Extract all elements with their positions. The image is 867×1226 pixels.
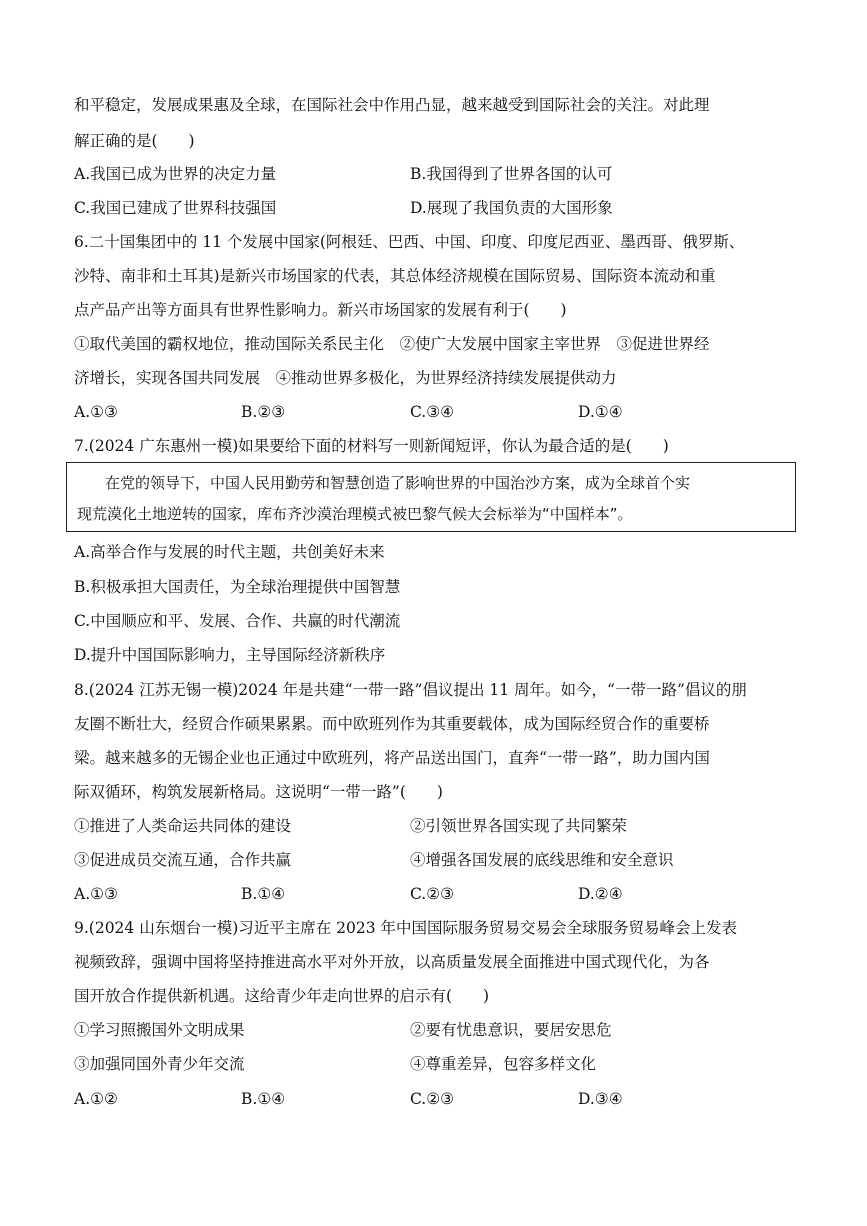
q6-option-c: C.③④ [410, 403, 455, 421]
q9-option-c: C.②③ [410, 1090, 455, 1108]
q8-item-2: ②引领世界各国实现了共同繁荣 [410, 817, 628, 835]
q9-item-4: ④尊重差异，包容多样文化 [410, 1055, 597, 1073]
q5-option-d: D.展现了我国负责的大国形象 [410, 199, 613, 217]
q6-stem-line-3: 点产品产出等方面具有世界性影响力。新兴市场国家的发展有利于( ) [74, 301, 567, 319]
q7-material-box [66, 462, 796, 532]
q6-items-line-2: 济增长，实现各国共同发展 ④推动世界多极化，为世界经济持续发展提供动力 [74, 369, 617, 387]
q8-stem-line-2: 友圈不断壮大，经贸合作硕果累累。而中欧班列作为其重要载体，成为国际经贸合作的重要桥 [74, 715, 710, 733]
q9-option-b: B.①④ [241, 1090, 286, 1108]
q8-option-b: B.①④ [241, 885, 286, 903]
q8-option-c: C.②③ [410, 885, 455, 903]
q8-stem-line-1: 8.(2024 江苏无锡一模)2024 年是共建“一带一路”倡议提出 11 周年。如今，“一带一路”倡议的朋 [74, 681, 747, 699]
q9-stem-line-2: 视频致辞，强调中国将坚持推进高水平对外开放，以高质量发展全面推进中国式现代化，为各 [74, 953, 710, 971]
q9-option-d: D.③④ [578, 1090, 623, 1108]
q8-option-a: A.①③ [74, 885, 118, 903]
q7-material-line-1: 在党的领导下，中国人民用勤劳和智慧创造了影响世界的中国治沙方案，成为全球首个实 [105, 474, 691, 492]
q9-item-1: ①学习照搬国外文明成果 [74, 1021, 245, 1039]
q6-option-d: D.①④ [578, 403, 623, 421]
q6-stem-line-2: 沙特、南非和土耳其)是新兴市场国家的代表，其总体经济规模在国际贸易、国际资本流动和重 [74, 267, 716, 285]
q7-option-d: D.提升中国国际影响力，主导国际经济新秩序 [74, 646, 386, 664]
q5-stem-line-1: 和平稳定，发展成果惠及全球，在国际社会中作用凸显，越来越受到国际社会的关注。对此理 [74, 96, 710, 114]
q6-option-b: B.②③ [241, 403, 286, 421]
q6-items-line-1: ①取代美国的霸权地位，推动国际关系民主化 ②使广大发展中国家主宰世界 ③促进世界经 [74, 335, 710, 353]
q9-stem-line-3: 国开放合作提供新机遇。这给青少年走向世界的启示有( ) [74, 987, 490, 1005]
q5-option-a: A.我国已成为世界的决定力量 [74, 165, 277, 183]
q8-item-4: ④增强各国发展的底线思维和安全意识 [410, 851, 674, 869]
q5-option-c: C.我国已建成了世界科技强国 [74, 199, 277, 217]
q9-item-3: ③加强同国外青少年交流 [74, 1055, 245, 1073]
q6-option-a: A.①③ [74, 403, 118, 421]
q9-stem-line-1: 9.(2024 山东烟台一模)习近平主席在 2023 年中国国际服务贸易交易会全球服务贸易峰会上发表 [74, 919, 738, 937]
q7-option-c: C.中国顺应和平、发展、合作、共赢的时代潮流 [74, 612, 401, 630]
q5-option-b: B.我国得到了世界各国的认可 [410, 165, 613, 183]
q8-option-d: D.②④ [578, 885, 623, 903]
q5-stem-line-2: 解正确的是( ) [74, 132, 195, 150]
q8-stem-line-3: 梁。越来越多的无锡企业也正通过中欧班列，将产品送出国门，直奔“一带一路”，助力国内国 [74, 749, 710, 767]
q8-item-3: ③促进成员交流互通，合作共赢 [74, 851, 292, 869]
q6-stem-line-1: 6.二十国集团中的 11 个发展中国家(阿根廷、巴西、中国、印度、印度尼西亚、墨西哥、俄罗斯、 [74, 233, 745, 251]
q7-option-a: A.高举合作与发展的时代主题，共创美好未来 [74, 543, 385, 561]
q7-material-line-2: 现荒漠化土地逆转的国家，库布齐沙漠治理模式被巴黎气候大会标举为“中国样本”。 [77, 505, 633, 523]
q9-item-2: ②要有忧患意识，要居安思危 [410, 1021, 612, 1039]
q9-option-a: A.①② [74, 1090, 118, 1108]
q8-item-1: ①推进了人类命运共同体的建设 [74, 817, 292, 835]
q7-option-b: B.积极承担大国责任，为全球治理提供中国智慧 [74, 578, 401, 596]
q8-stem-line-4: 际双循环，构筑发展新格局。这说明“一带一路”( ) [74, 783, 443, 801]
q7-stem-line-1: 7.(2024 广东惠州一模)如果要给下面的材料写一则新闻短评，你认为最合适的是( ) [74, 437, 669, 455]
